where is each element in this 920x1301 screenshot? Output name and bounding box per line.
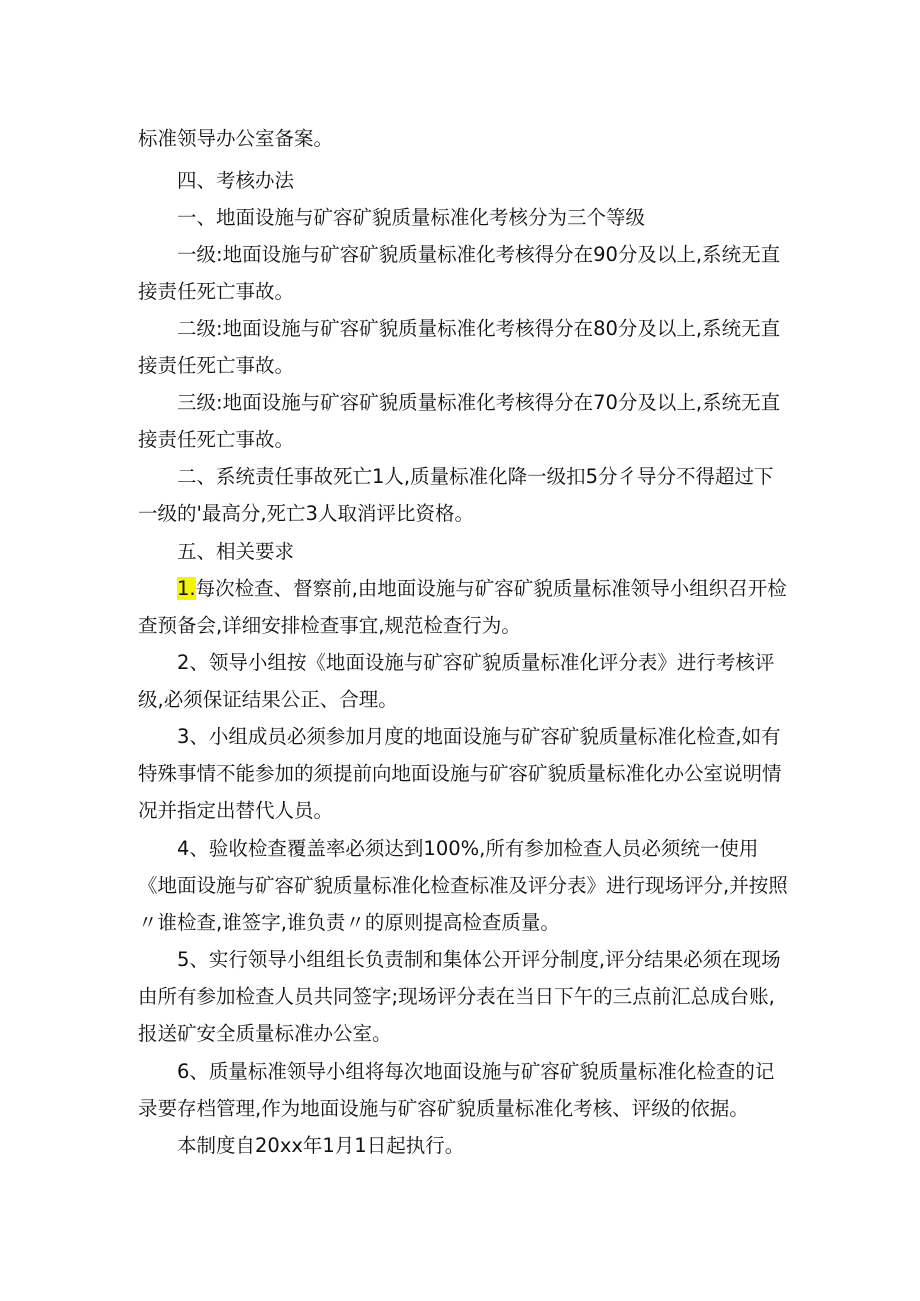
paragraph-requirement-2: 2、领导小组按《地面设施与矿容矿貌质量标准化评分表》进行考核评级,必须保证结果公正、合理。 xyxy=(138,651,775,711)
paragraph-grade-2: 二级:地面设施与矿容矿貌质量标准化考核得分在80分及以上,系统无直接责任死亡事故。 xyxy=(138,317,781,377)
paragraph-requirement-5: 5、实行领导小组组长负责制和集体公开评分制度,评分结果必须在现场由所有参加检查人员共同签字;现场评分表在当日下午的三点前汇总成台账,报送矿安全质量标准办公室。 xyxy=(138,948,781,1045)
paragraph-requirement-3: 3、小组成员必须参加月度的地面设施与矿容矿貌质量标准化检查,如有特殊事情不能参加的须提前向地面设施与矿容矿貌质量标准化办公室说明情况并指定出替代人员。 xyxy=(138,725,782,822)
paragraph-continuation: 标准领导办公室备案。 xyxy=(138,127,334,150)
paragraph-accident-rule: 二、系统责任事故死亡1人,质量标准化降一级扣5分彳导分不得超过下一级的'最高分,死亡3人取消评比资格。 xyxy=(138,465,774,525)
section-heading-assessment: 四、考核办法 xyxy=(177,169,295,192)
section-heading-requirements: 五、相关要求 xyxy=(177,540,295,563)
requirement-1-text: 每次检查、督察前,由地面设施与矿容矿貌质量标准领导小组织召开检查预备会,详细安排检查事宜,规范检查行为。 xyxy=(138,577,787,637)
paragraph-grade-3: 三级:地面设施与矿容矿貌质量标准化考核得分在70分及以上,系统无直接责任死亡事故。 xyxy=(138,391,781,451)
highlighted-number: 1. xyxy=(177,577,196,600)
paragraph-effective-date: 本制度自20xx年1月1日起执行。 xyxy=(177,1134,465,1157)
paragraph-requirement-1 xyxy=(138,570,788,644)
paragraph-requirement-4: 4、验收检查覆盖率必须达到100%,所有参加检查人员必须统一使用《地面设施与矿容矿貌质量标准化检查标准及评分表》进行现场评分,并按照〃谁检查,谁签字,谁负责〃的原则提高检查质量。 xyxy=(138,837,788,934)
paragraph-grade-intro: 一、地面设施与矿容矿貌质量标准化考核分为三个等级 xyxy=(177,206,646,229)
paragraph-grade-1: 一级:地面设施与矿容矿貌质量标准化考核得分在90分及以上,系统无直接责任死亡事故。 xyxy=(138,243,781,303)
paragraph-requirement-6: 6、质量标准领导小组将每次地面设施与矿容矿貌质量标准化检查的记录要存档管理,作为地面设施与矿容矿貌质量标准化考核、评级的依据。 xyxy=(138,1060,775,1120)
